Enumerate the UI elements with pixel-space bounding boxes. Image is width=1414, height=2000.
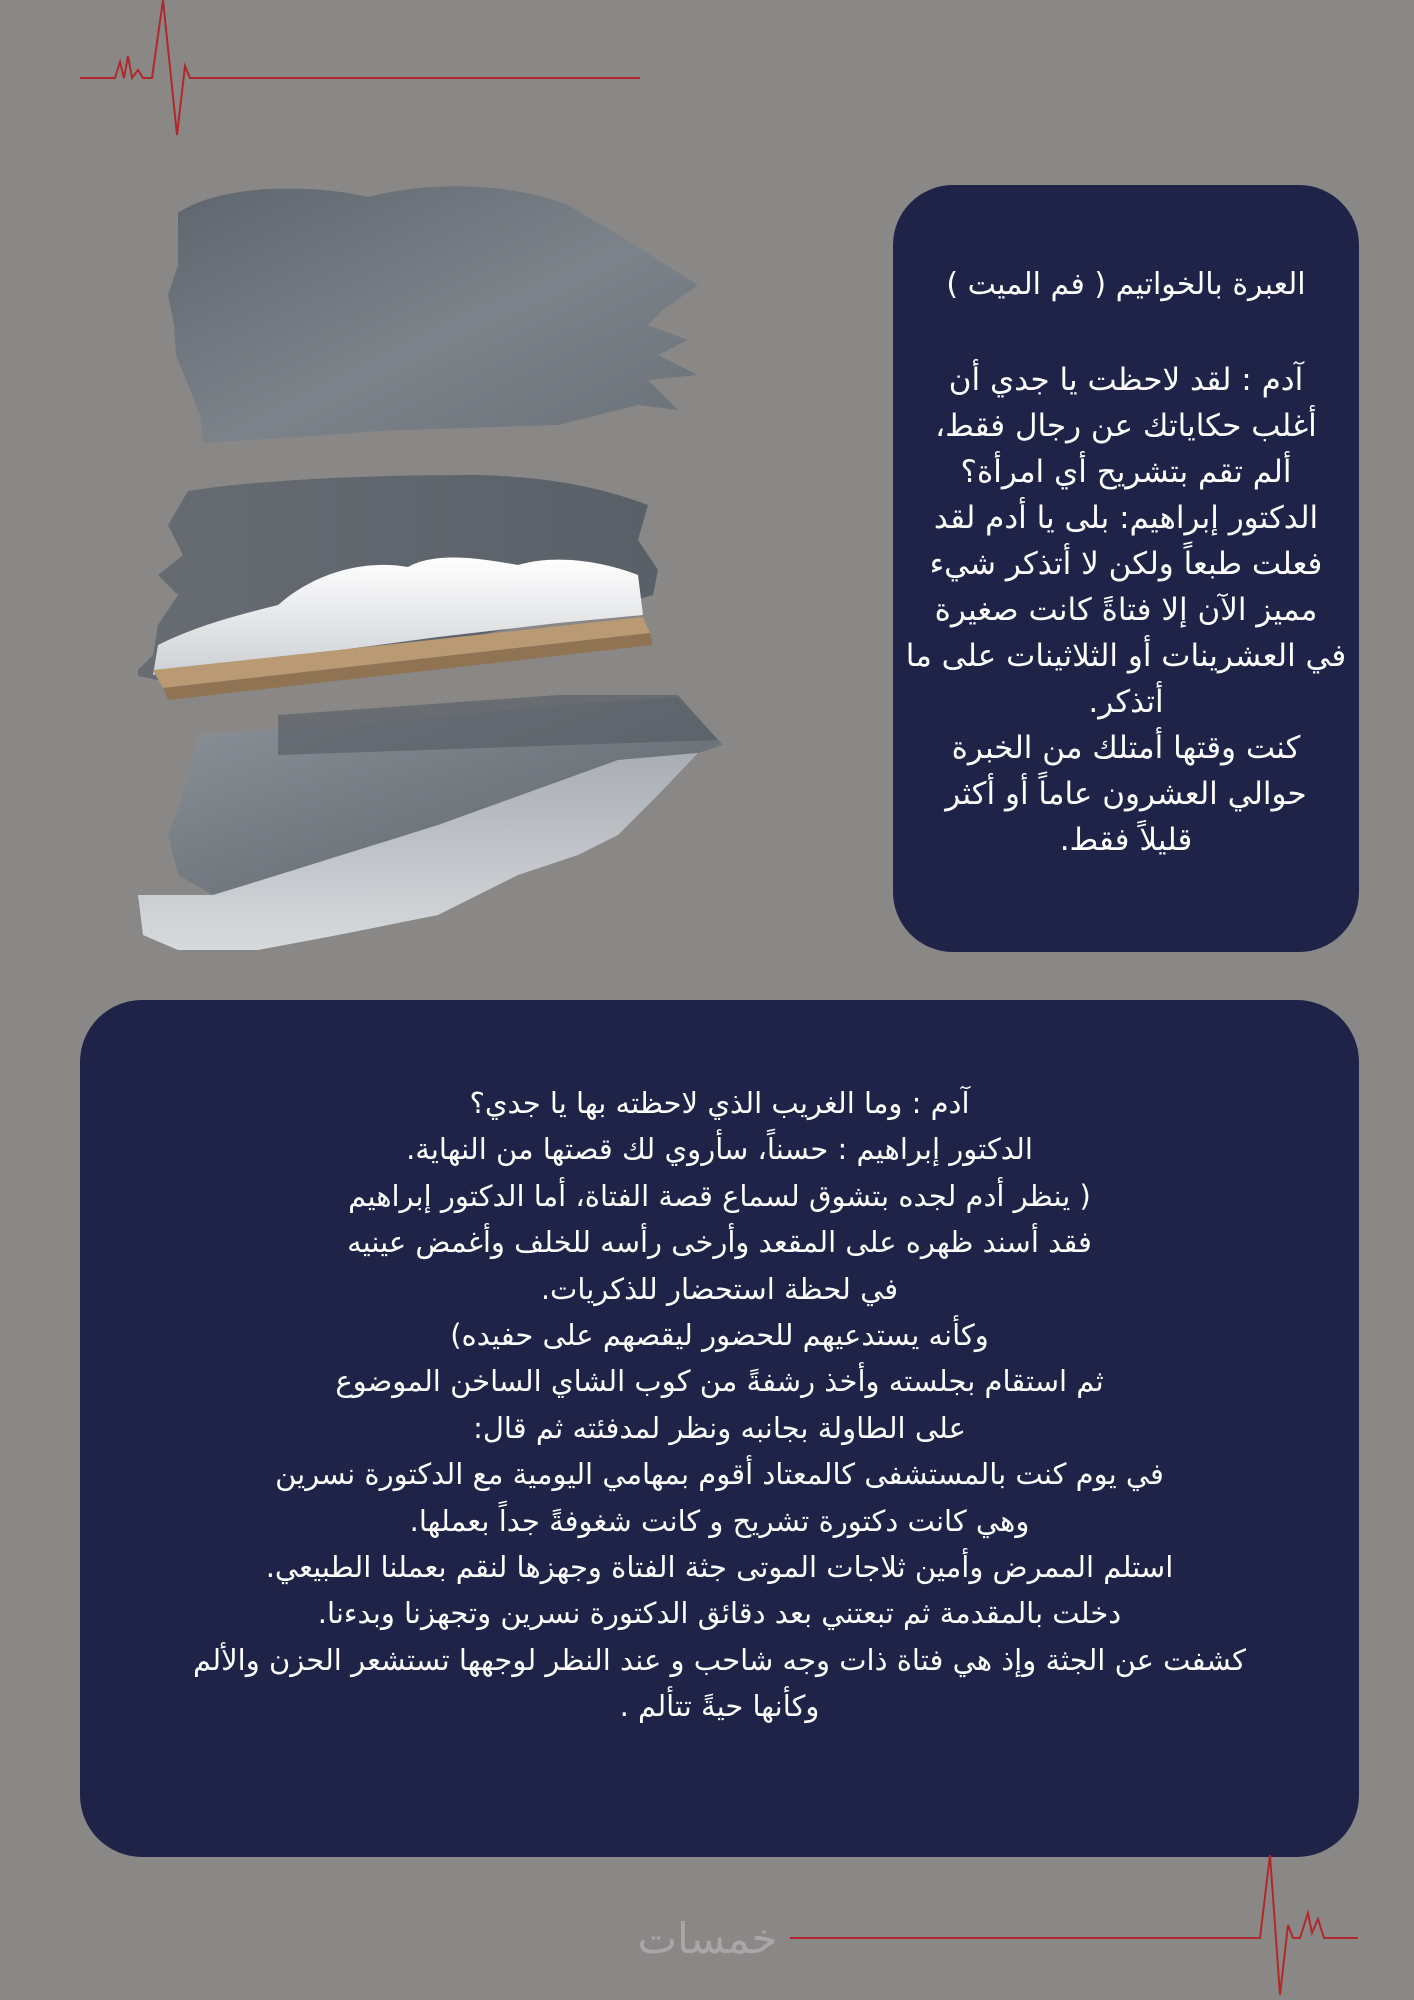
intro-line: الدكتور إبراهيم: بلى يا أدم لقد [933,500,1319,536]
story-intro-card [893,185,1359,952]
khamsat-logo: خمسات [637,1914,778,1963]
heartbeat-top-icon [80,0,650,140]
intro-line: فعلت طبعاً ولكن لا أتذكر شيء [929,546,1323,582]
intro-line: ألم تقم بتشريح أي امرأة؟ [960,454,1292,490]
body-line: في يوم كنت بالمستشفى كالمعتاد أقوم بمهامي اليومية مع الدكتورة نسرين [275,1457,1164,1492]
intro-line: مميز الآن إلا فتاةً كانت صغيرة [934,592,1318,628]
body-line: وكأنه يستدعيهم للحضور ليقصهم على حفيده) [450,1318,989,1353]
body-line: دخلت بالمقدمة ثم تبعتني بعد دقائق الدكتورة نسرين وتجهزنا وبدءنا. [317,1596,1122,1631]
body-line: ثم استقام بجلسته وأخذ رشفةً من كوب الشاي الساخن الموضوع [335,1364,1104,1399]
body-line: على الطاولة بجانبه ونظر لمدفئته ثم قال: [473,1410,966,1445]
intro-line: أتذكر. [1088,684,1164,720]
body-line: الدكتور إبراهيم : حسناً، سأروي لك قصتها من النهاية. [406,1132,1033,1167]
covered-body-illustration [138,175,868,955]
body-line: وكأنها حيةً تتألم . [619,1689,820,1724]
body-line: ( ينظر أدم لجده بتشوق لسماع قصة الفتاة، أما الدكتور إبراهيم [348,1178,1091,1213]
intro-line: أغلب حكاياتك عن رجال فقط، [935,408,1317,444]
intro-line: حوالي العشرون عاماً أو أكثر [945,776,1307,812]
body-line: وهي كانت دكتورة تشريح و كانت شغوفةً جداً بعملها. [409,1503,1030,1538]
story-body-card [80,1000,1359,1857]
heartbeat-bottom-icon [790,1855,1360,2000]
story-intro-text [903,357,1349,863]
body-line: فقد أسند ظهره على المقعد وأرخى رأسه للخلف وأغمض عينيه [347,1225,1092,1260]
intro-line: كنت وقتها أمتلك من الخبرة [951,730,1301,766]
body-line: كشفت عن الجثة وإذ هي فتاة ذات وجه شاحب و عند النظر لوجهها تستشعر الحزن والألم [193,1642,1246,1677]
body-line: آدم : وما الغريب الذي لاحظته بها يا جدي؟ [469,1086,970,1120]
story-body-text [100,1080,1339,1730]
story-title: العبرة بالخواتيم ( فم الميت ) [946,267,1306,302]
body-line: استلم الممرض وأمين ثلاجات الموتى جثة الفتاة وجهزها لنقم بعملنا الطبيعي. [265,1550,1174,1585]
body-line: في لحظة استحضار للذكريات. [540,1271,899,1306]
intro-line: قليلاً فقط. [1059,822,1193,858]
intro-line: آدم : لقد لاحظت يا جدي أن [948,362,1304,398]
intro-line: في العشرينات أو الثلاثينات على ما [905,638,1347,674]
